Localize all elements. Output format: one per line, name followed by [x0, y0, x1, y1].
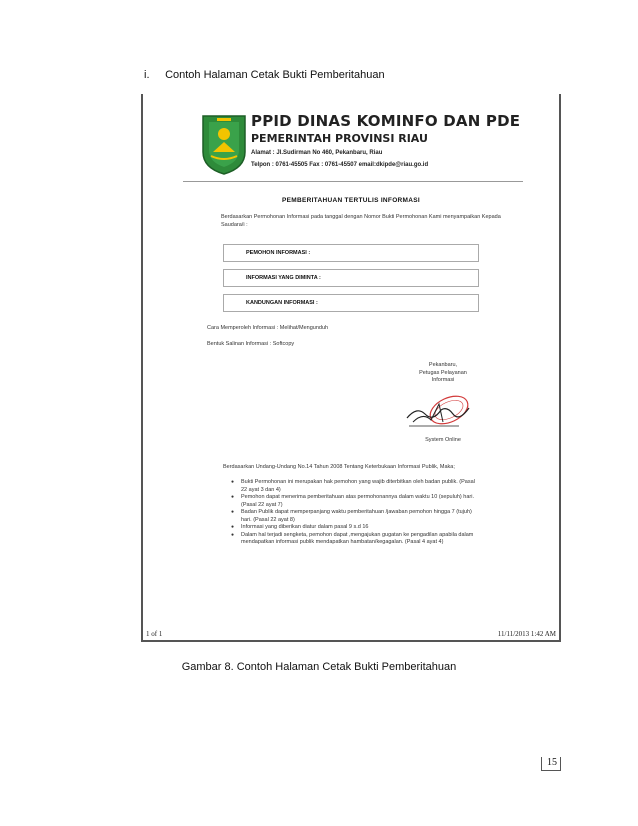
print-footer-timestamp: 11/11/2013 1:42 AM — [497, 630, 556, 638]
list-item: ● Pemohon dapat menerima pemberitahuan atas permohonannya dalam waktu 10 (sepuluh) hari. (Pasal 22 ayat 7) — [229, 494, 475, 509]
header-title: PPID DINAS KOMINFO DAN PDE — [251, 112, 521, 130]
intro-text: Berdasarkan Permohonan Informasi pada tanggal dengan Nomor Bukti Permohonan Kami menyampaikan Kepada Saudara/i : — [221, 214, 501, 228]
cara-memperoleh: Cara Memperoleh Informasi : Melihat/Mengunduh — [207, 325, 329, 331]
riau-emblem-logo — [199, 112, 249, 176]
print-footer-page-count: 1 of 1 — [146, 630, 163, 638]
field-kandungan-informasi: KANDUNGAN INFORMASI : — [223, 294, 479, 312]
section-number: i. — [144, 69, 150, 81]
list-item: ● Dalam hal terjadi sengketa, pemohon dapat ,mengajukan gugatan ke pengadilan apabila dalam mendapatkan informasi publik mendapatkan hambatan/kegagalan. (Pasal 4 ayat 4) — [229, 532, 475, 547]
signature-role-line1: Petugas Pelayanan — [419, 369, 467, 376]
print-preview-screenshot — [141, 94, 561, 642]
list-item: ● Informasi yang diberikan diatur dalam pasal 9 s.d 16 — [229, 524, 475, 532]
section-heading — [144, 69, 385, 81]
section-heading-text: Contoh Halaman Cetak Bukti Pemberitahuan — [165, 69, 385, 81]
legal-points-list — [229, 479, 475, 547]
header-address: Alamat : Jl.Sudirman No 460, Pekanbaru, Riau — [251, 150, 383, 156]
list-item: ● Badan Publik dapat memperpanjang waktu pemberitahuan /jawaban pemohon hingga 7 (tujuh) hari. (Pasal 22 ayat 8) — [229, 509, 475, 524]
header-subtitle: PEMERINTAH PROVINSI RIAU — [251, 132, 428, 145]
list-item: ● Bukti Permohonan ini merupakan hak pemohon yang wajib diterbitkan oleh badan publik. (Pasal 22 ayat 3 dan 4) — [229, 479, 475, 494]
header-contact: Telpon : 0761-45505 Fax : 0761-45507 email:dkipde@riau.go.id — [251, 162, 429, 168]
field-informasi-diminta: INFORMASI YANG DIMINTA : — [223, 269, 479, 287]
bentuk-salinan: Bentuk Salinan Informasi : Softcopy — [207, 341, 295, 347]
signature-block — [393, 362, 493, 385]
header-divider — [183, 181, 523, 182]
signature-role-line2: Informasi — [431, 377, 455, 383]
signature-city: Pekanbaru, — [428, 362, 458, 368]
page-number: 15 — [541, 757, 561, 771]
figure-caption: Gambar 8. Contoh Halaman Cetak Bukti Pemberitahuan — [181, 661, 457, 673]
field-pemohon-informasi: PEMOHON INFORMASI : — [223, 244, 479, 262]
form-title: PEMBERITAHUAN TERTULIS INFORMASI — [281, 197, 421, 204]
signature-name: System Online — [425, 437, 461, 443]
legal-intro: Berdasarkan Undang-Undang No.14 Tahun 2008 Tentang Keterbukaan Informasi Publik, Maka; — [223, 464, 455, 470]
signature-stamp-image — [403, 392, 473, 434]
